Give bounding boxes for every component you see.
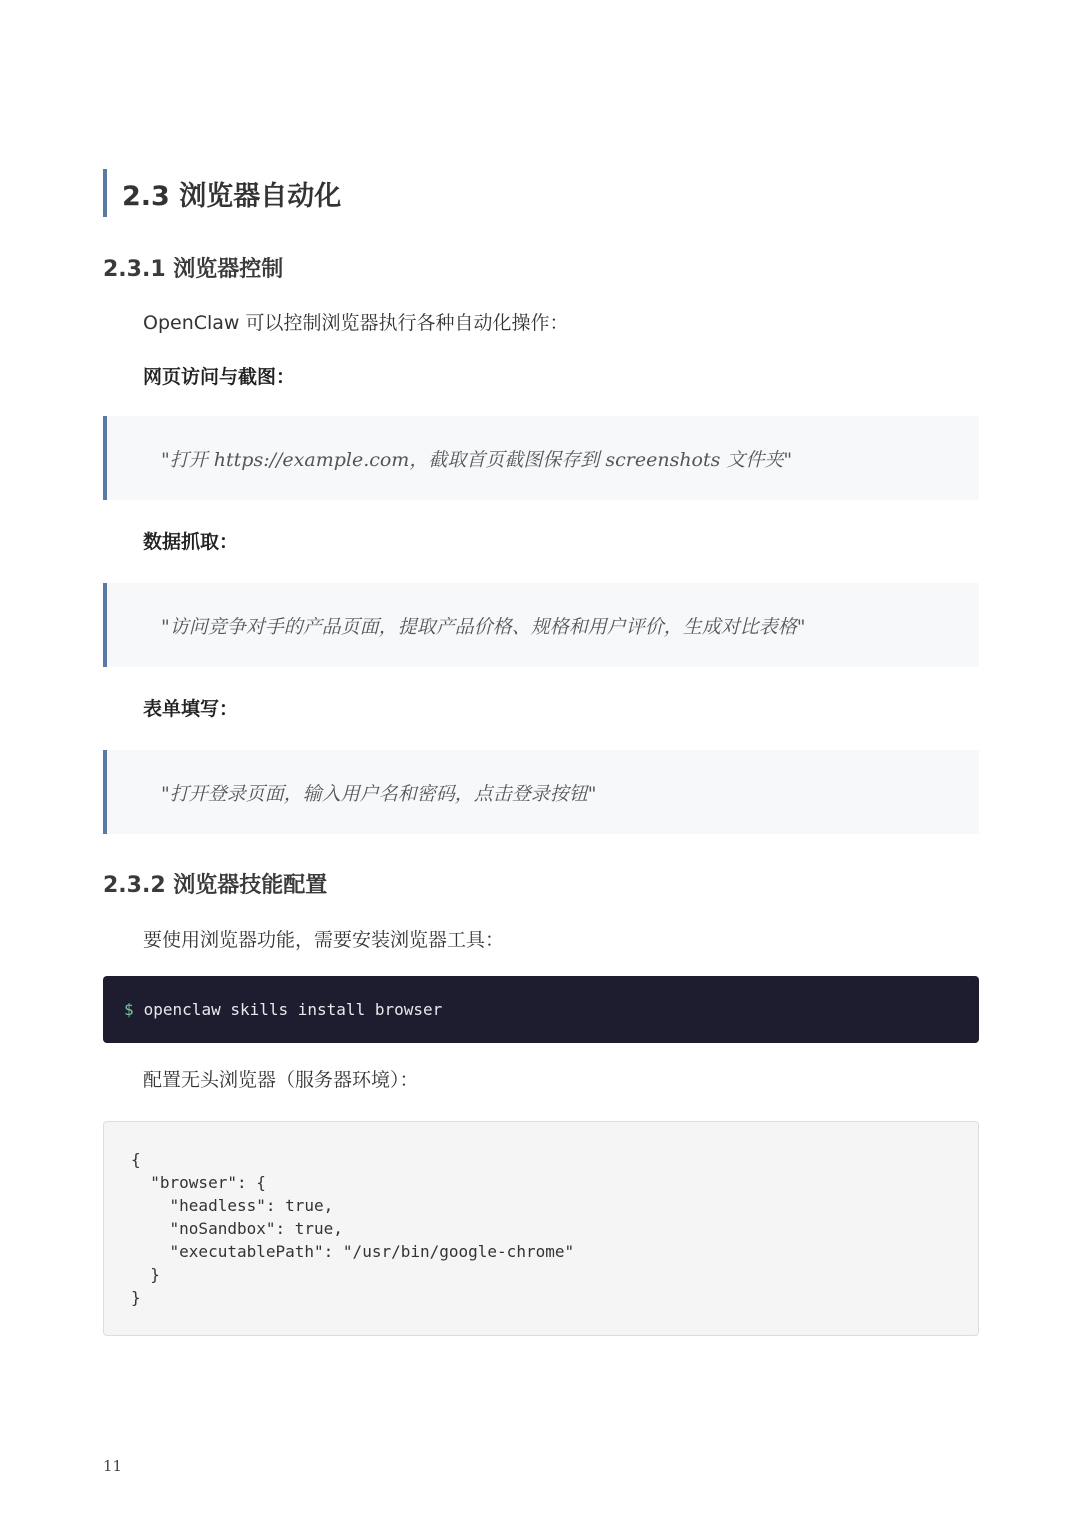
example-quote-form-filling [103, 750, 979, 834]
terminal-command-block [103, 976, 979, 1043]
code-line: "executablePath": "/usr/bin/google-chrome" [131, 1242, 575, 1261]
example-quote-text: "打开登录页面，输入用户名和密码，点击登录按钮" [161, 782, 597, 805]
item-label-screenshot: 网页访问与截图： [143, 366, 296, 388]
headless-config-intro: 配置无头浏览器（服务器环境）： [143, 1069, 419, 1091]
item-label-scraping: 数据抓取： [143, 531, 239, 553]
subsection-heading-browser-control: 2.3.1 浏览器控制 [103, 257, 284, 282]
example-quote-text: "打开 https://example.com，截取首页截图保存到 screenshots 文件夹" [161, 448, 793, 471]
example-quote-screenshot [103, 416, 979, 500]
section-heading: 2.3 浏览器自动化 [103, 169, 341, 217]
item-label-form-filling: 表单填写： [143, 698, 239, 720]
example-quote-scraping [103, 583, 979, 667]
config-code-block [103, 1121, 979, 1336]
code-line: } [131, 1288, 141, 1307]
code-line: "headless": true, [131, 1196, 334, 1215]
code-line: } [131, 1265, 160, 1284]
browser-control-intro: OpenClaw 可以控制浏览器执行各种自动化操作： [143, 312, 569, 334]
subsection-heading-browser-skill-config: 2.3.2 浏览器技能配置 [103, 873, 328, 898]
install-intro: 要使用浏览器功能，需要安装浏览器工具： [143, 929, 505, 951]
code-line: "browser": { [131, 1173, 266, 1192]
shell-prompt: $ [124, 1000, 134, 1019]
install-command: openclaw skills install browser [143, 1000, 443, 1019]
page-number: 11 [103, 1457, 123, 1475]
code-line: "noSandbox": true, [131, 1219, 343, 1238]
example-quote-text: "访问竞争对手的产品页面，提取产品价格、规格和用户评价，生成对比表格" [161, 615, 806, 638]
code-line: { [131, 1150, 141, 1169]
